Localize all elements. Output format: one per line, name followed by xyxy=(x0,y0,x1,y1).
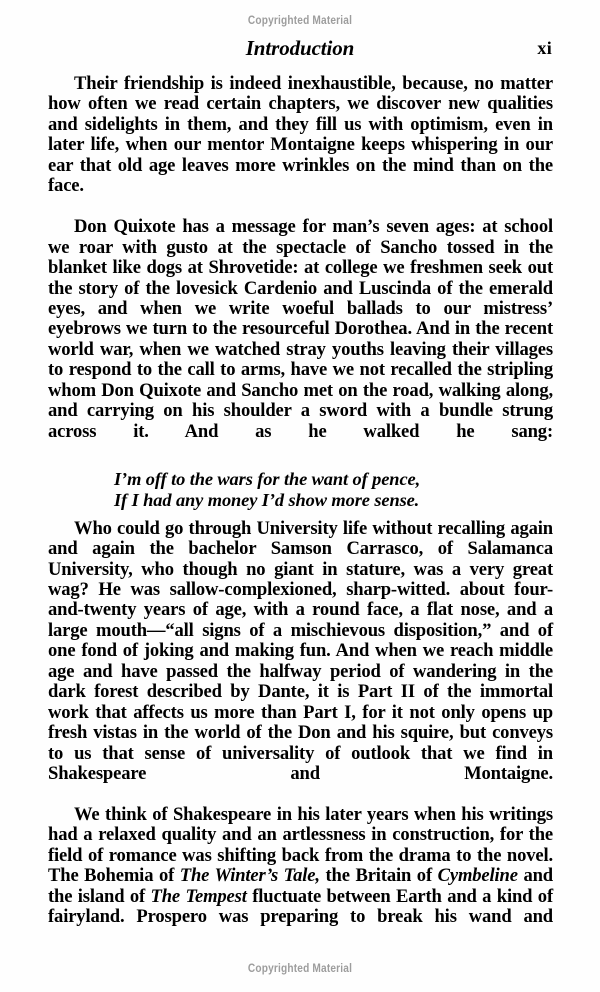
book-title-cymbeline: Cymbeline xyxy=(437,865,518,887)
paragraph-shakespeare-segment-1: We think of Shakespeare in his later years when his writings had a relaxed quality and an artlessness in construction, for the field of romance was shifting back from the drama to the novel. The Bohemia of xyxy=(48,803,553,887)
paragraph-friendship: Their friendship is indeed inexhaustible, because, no matter how often we read certain chapters, we discover new qualities and sidelights in them, and they fill us with optimism, even in later life, when our mentor Montaigne keeps whispering in our ear that old age leaves more wrinkles on the mind than on the face. xyxy=(48,73,553,197)
copyright-watermark-top: Copyrighted Material xyxy=(247,15,353,27)
page-title: Introduction xyxy=(245,36,355,60)
page-number: xi xyxy=(537,38,552,58)
book-title-winters-tale: The Winter’s Tale, xyxy=(179,865,320,887)
paragraph-shakespeare xyxy=(48,805,553,948)
verse-line-2: If I had any money I’d show more sense. xyxy=(114,490,420,511)
body-text-column xyxy=(48,74,553,948)
paragraph-shakespeare-segment-4: fluctuate between Earth and a kind of fairyland. Prospero was preparing to break his wand and xyxy=(48,885,553,928)
paragraph-seven-ages: Don Quixote has a message for man’s seven ages: at school we roar with gusto at the spectacle of Sancho tossed in the blanket like dogs at Shrovetide: at college we freshmen seek out the story of the lovesick Cardenio and Luscinda of the emerald eyes, and when we write woeful ballads to our mistress’ eyebrows we turn to the resourceful Dorothea. And in the recent world war, when we watched stray youths leaving their villages to respond to the call to arms, have we not recalled the stripling whom Don Quixote and Sancho met on the road, walking along, and carrying on his shoulder a sword with a bundle strung across it. And as he walked he sang: xyxy=(48,216,553,442)
book-title-the-tempest: The Tempest xyxy=(150,885,247,907)
paragraph-shakespeare-segment-2: the Britain of xyxy=(319,865,438,887)
paragraph-carrasco: Who could go through University life without recalling again and again the bachelor Samson Carrasco, of Salamanca University, who though no giant in stature, was a very great wag? He was sallow-complexioned, sharp-witted. about four-and-twenty years of age, with a round face, a flat nose, and a large mouth—“all signs of a mischievous disposition,” and of one fond of joking and making fun. And when we reach middle age and have passed the halfway period of wandering in the dark forest described by Dante, it is Part II of the immortal work that affects us more than Part I, for it not only opens up fresh vistas in the world of the Don and his squire, but conveys to us that sense of universality of outlook that we find in Shakespeare and Montaigne. xyxy=(48,517,553,785)
copyright-watermark-bottom: Copyrighted Material xyxy=(247,963,353,975)
verse-block xyxy=(48,469,553,512)
verse-line-1: I’m off to the wars for the want of pence, xyxy=(114,468,421,489)
running-head xyxy=(48,36,552,62)
paragraph-shakespeare-segment-3: and the island of xyxy=(48,865,553,907)
